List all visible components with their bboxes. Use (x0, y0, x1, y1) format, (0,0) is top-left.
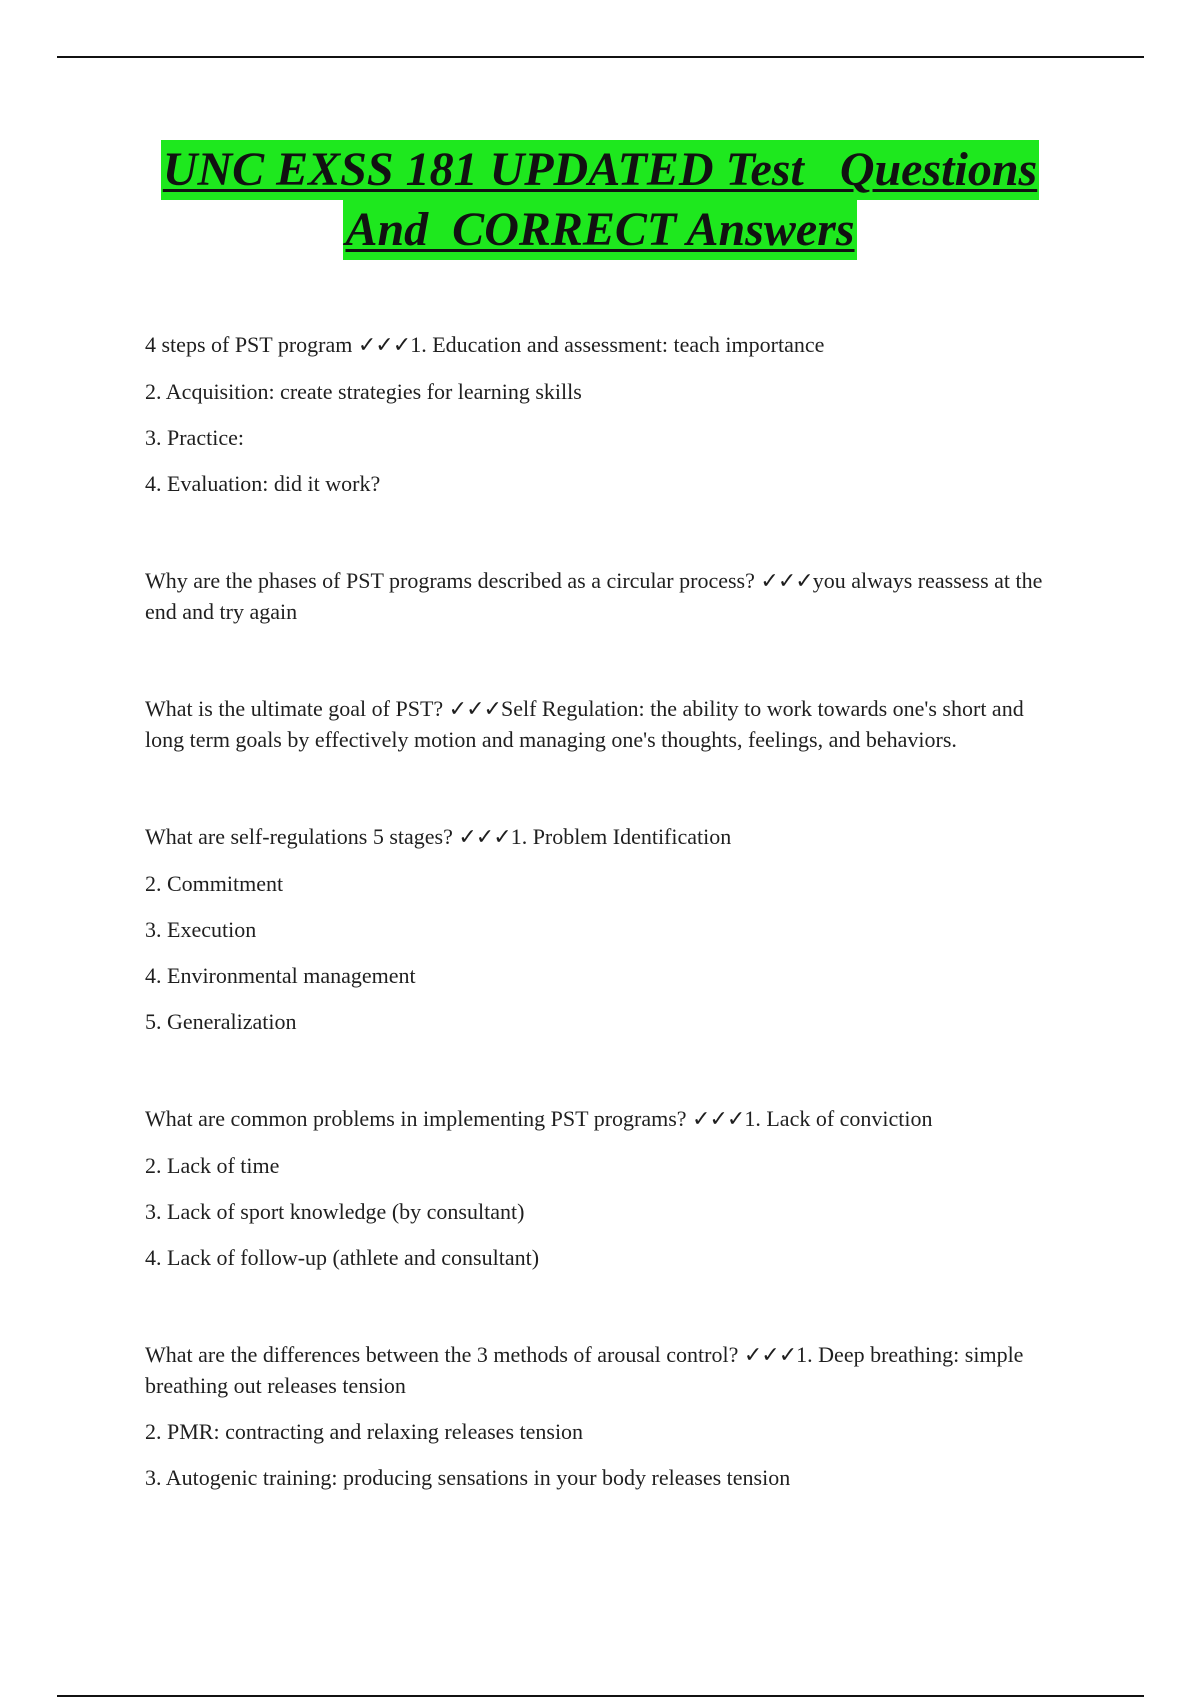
document-title (0, 140, 1200, 260)
answer-line: 2. Lack of time (145, 1153, 280, 1178)
check-mark-icon: ✓✓✓ (760, 569, 813, 594)
qa-question-line (145, 822, 1045, 853)
title-line-2: And CORRECT Answers (343, 200, 856, 260)
question-text: What are common problems in implementing PST programs? (145, 1106, 687, 1131)
qa-question-line (145, 566, 1045, 627)
question-text: 4 steps of PST program (145, 332, 353, 357)
check-mark-icon: ✓✓✓ (692, 1107, 745, 1132)
check-mark-icon: ✓✓✓ (458, 825, 511, 850)
answer-line: 5. Generalization (145, 1009, 297, 1034)
qa-question-line (145, 694, 1045, 755)
question-text: What are self-regulations 5 stages? (145, 824, 453, 849)
question-text: Why are the phases of PST programs described as a circular process? (145, 568, 755, 593)
answer-line: 2. Acquisition: create strategies for learning skills (145, 379, 582, 404)
answer-text: Self Regulation: the ability to work towards one's short and long term goals by effectively motion and managing one's thoughts, feelings, and behaviors. (145, 696, 1024, 752)
answer-text: 1. Problem Identification (510, 824, 732, 849)
top-rule (57, 56, 1144, 58)
check-mark-icon: ✓✓✓ (357, 333, 411, 358)
answer-text: 1. Lack of conviction (744, 1106, 933, 1131)
qa-item (145, 1340, 1045, 1493)
answer-text: 1. Education and assessment: teach importance (410, 332, 825, 357)
answer-line: 4. Environmental management (145, 963, 416, 988)
qa-item (145, 694, 1045, 755)
qa-question-line (145, 330, 1045, 361)
qa-question-line (145, 1104, 1045, 1135)
answer-line: 3. Autogenic training: producing sensations in your body releases tension (145, 1465, 791, 1490)
qa-item (145, 1104, 1045, 1273)
question-text: What are the differences between the 3 methods of arousal control? (145, 1342, 739, 1367)
check-mark-icon: ✓✓✓ (448, 697, 501, 722)
qa-list (145, 330, 1045, 1560)
title-line-1: UNC EXSS 181 UPDATED Test Questions (161, 140, 1039, 200)
check-mark-icon: ✓✓✓ (743, 1343, 797, 1368)
answer-line: 3. Practice: (145, 425, 244, 450)
answer-line: 3. Lack of sport knowledge (by consultant) (145, 1199, 525, 1224)
qa-item (145, 566, 1045, 627)
qa-item (145, 330, 1045, 499)
qa-item (145, 822, 1045, 1037)
answer-line: 4. Lack of follow-up (athlete and consultant) (145, 1245, 540, 1270)
answer-line: 4. Evaluation: did it work? (145, 471, 381, 496)
qa-question-line (145, 1340, 1045, 1401)
answer-text: 1. Deep breathing: simple breathing out releases tension (145, 1342, 1024, 1398)
question-text: What is the ultimate goal of PST? (145, 696, 444, 721)
answer-line: 3. Execution (145, 917, 257, 942)
bottom-rule (57, 1695, 1144, 1697)
answer-text: you always reassess at the end and try again (145, 568, 1043, 624)
answer-line: 2. PMR: contracting and relaxing releases tension (145, 1419, 584, 1444)
answer-line: 2. Commitment (145, 871, 284, 896)
